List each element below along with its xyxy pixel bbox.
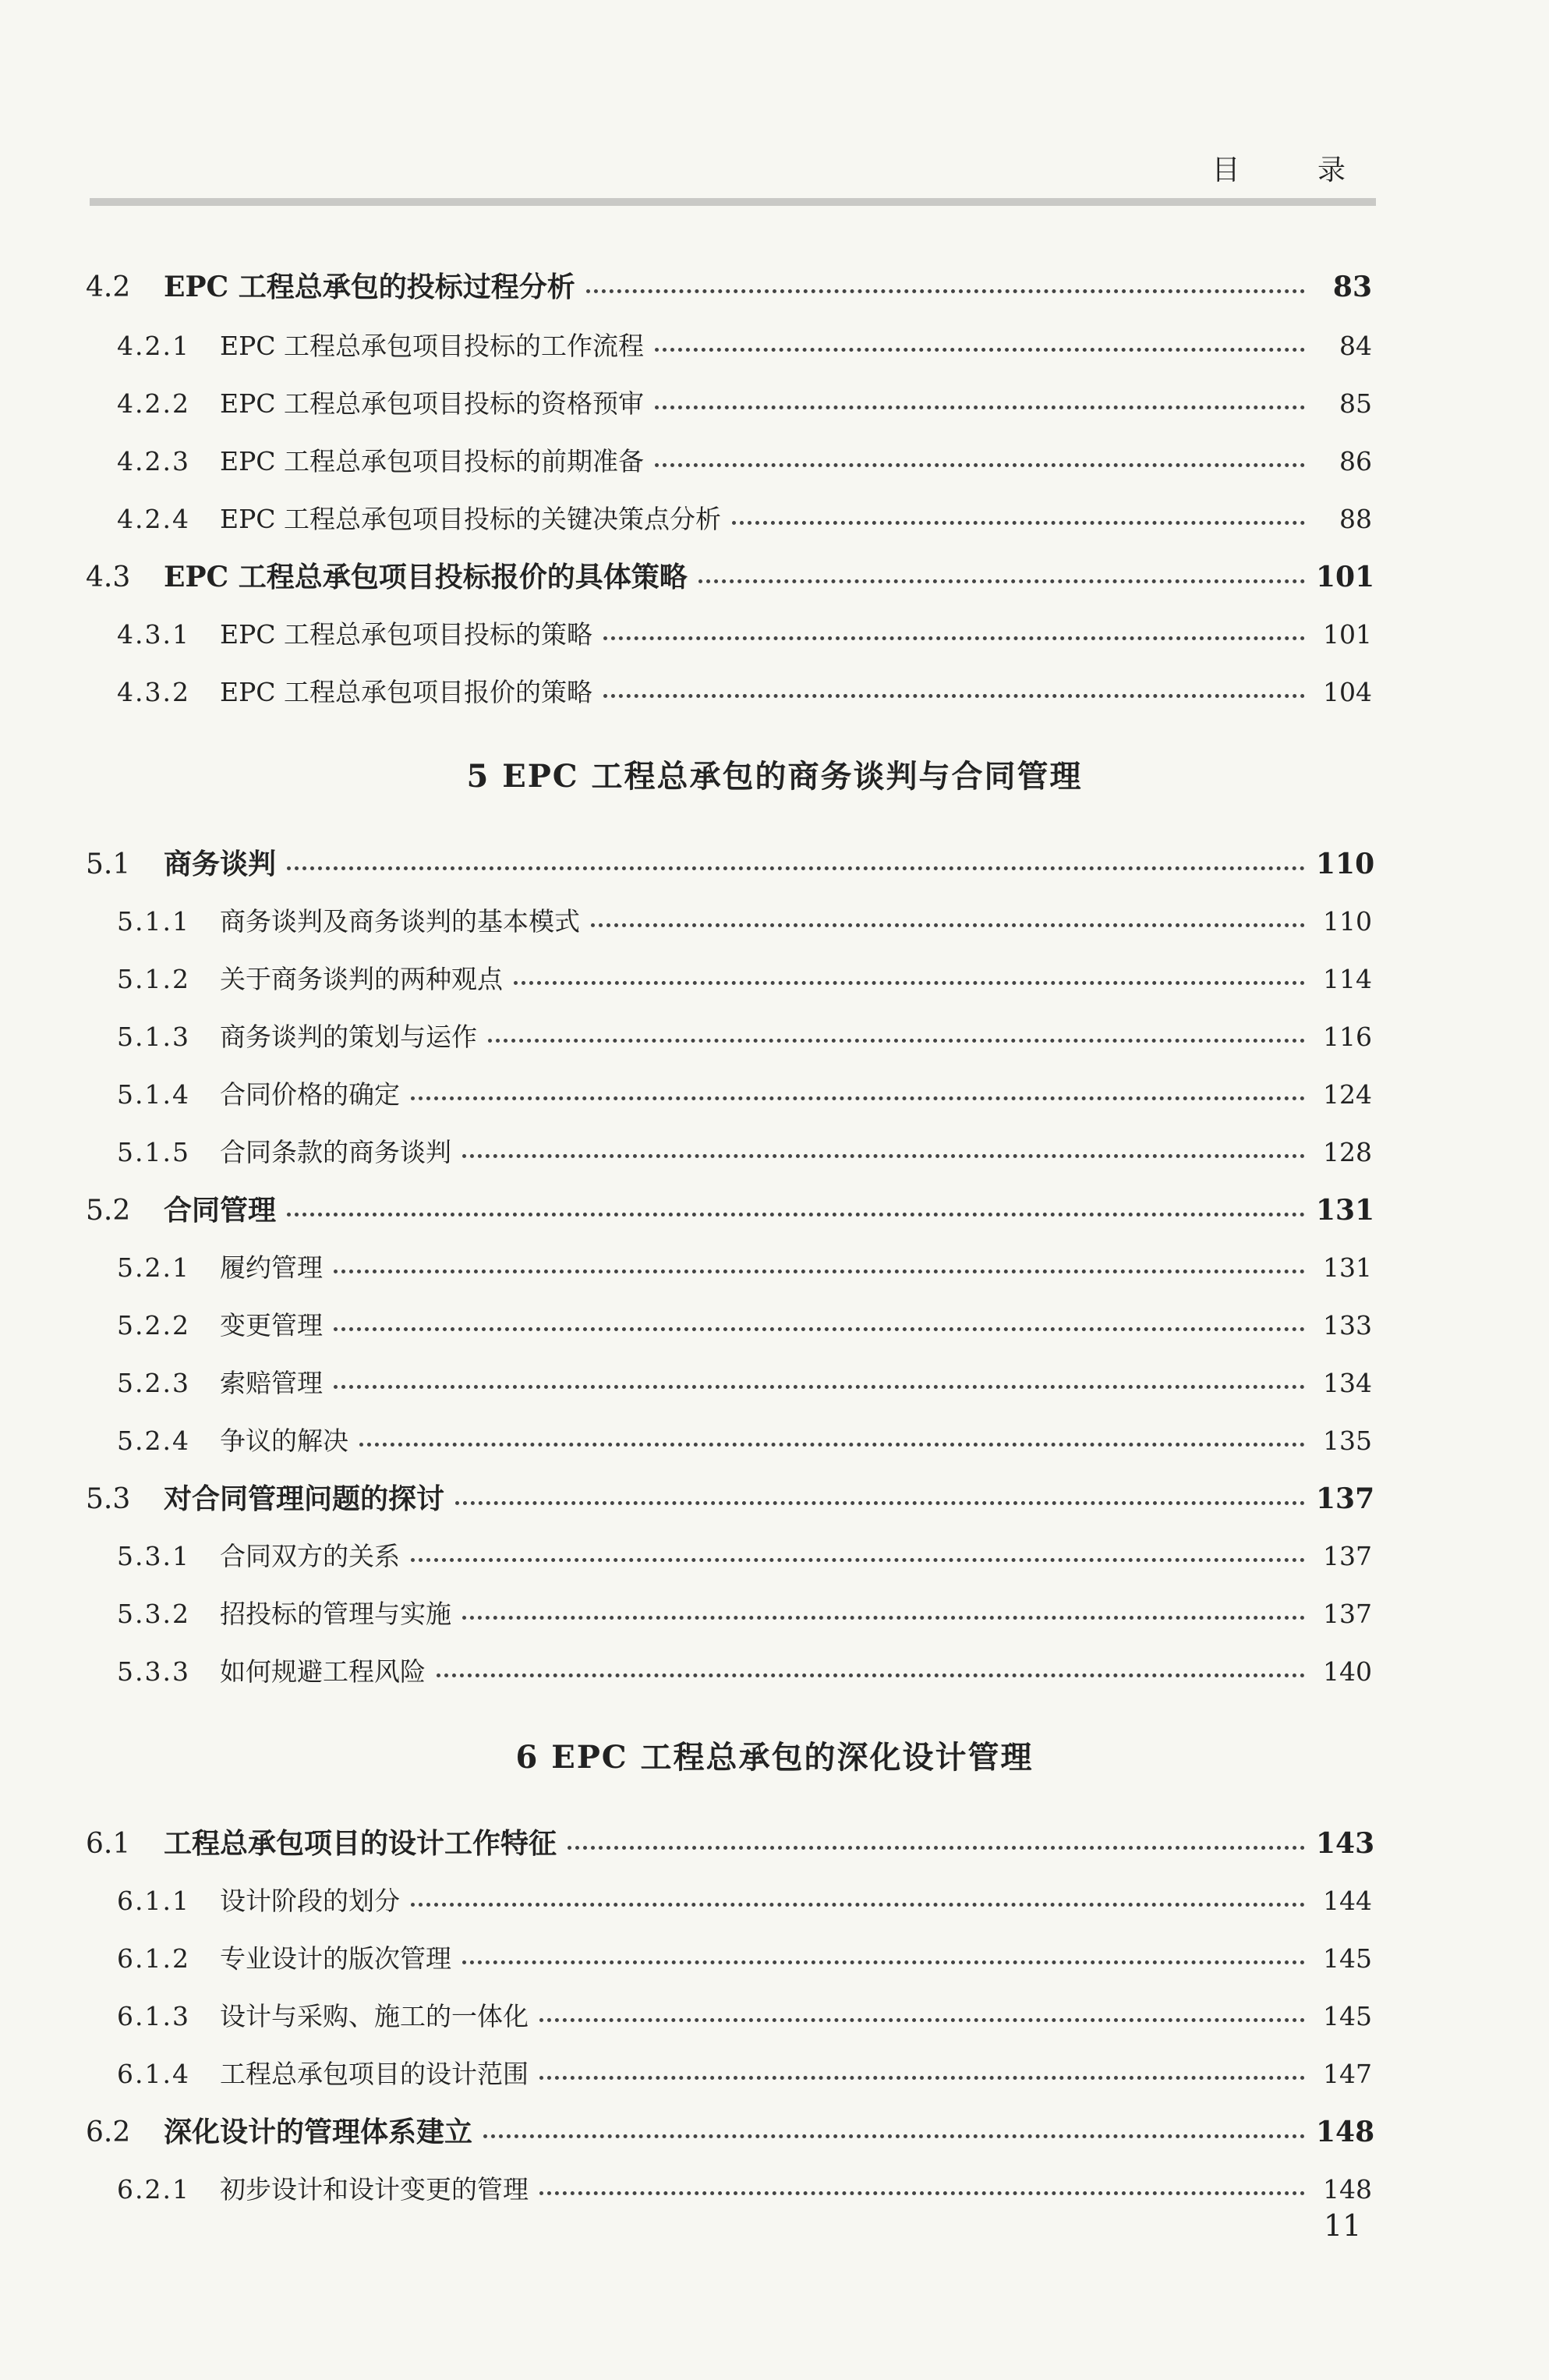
toc-entry-title: 如何规避工程风险 — [220, 1656, 426, 1687]
toc-entry-number: 5.1.1 — [117, 906, 190, 937]
toc-entry-number: 5.3.2 — [117, 1599, 190, 1629]
toc-entry-5-1-3[interactable] — [117, 1017, 1372, 1053]
toc-entry-title: 设计与采购、施工的一体化 — [220, 2001, 529, 2031]
toc-entry-5-2-1[interactable] — [117, 1248, 1372, 1284]
dot-leader — [539, 2070, 1305, 2080]
toc-entry-title: 深化设计的管理体系建立 — [164, 2116, 473, 2148]
toc-entry-number: 5.1.3 — [117, 1022, 190, 1052]
toc-entry-number: 4.2.1 — [117, 331, 190, 361]
toc-entry-4-2-3[interactable] — [117, 441, 1372, 477]
toc-entry-page: 137 — [1323, 1541, 1372, 1571]
toc-entry-page: 116 — [1323, 1022, 1372, 1052]
toc-entry-page: 137 — [1323, 1599, 1372, 1629]
toc-entry-number: 6.1.4 — [117, 2059, 190, 2089]
toc-entry-page: 145 — [1323, 1943, 1372, 1974]
toc-entry-5-1-2[interactable] — [117, 959, 1372, 995]
toc-entry-number: 5.3.3 — [117, 1656, 190, 1687]
dot-leader — [334, 1321, 1305, 1331]
dot-leader — [539, 2012, 1305, 2022]
toc-entry-number: 5.3 — [86, 1483, 131, 1515]
toc-entry-4-2[interactable] — [86, 265, 1372, 301]
dot-leader — [603, 630, 1305, 640]
toc-entry-title: 变更管理 — [220, 1310, 323, 1341]
dot-leader — [411, 1897, 1305, 1907]
toc-entry-title: 履约管理 — [220, 1252, 323, 1283]
toc-entry-title: 设计阶段的划分 — [220, 1886, 400, 1916]
toc-entry-title: 合同双方的关系 — [220, 1541, 400, 1571]
dot-leader — [462, 1148, 1305, 1158]
toc-entry-title: EPC 工程总承包项目投标的资格预审 — [220, 388, 645, 419]
dot-leader — [334, 1379, 1305, 1389]
dot-leader — [732, 515, 1305, 525]
dot-leader — [603, 688, 1305, 698]
dot-leader — [655, 342, 1305, 352]
toc-entry-title: EPC 工程总承包项目投标报价的具体策略 — [164, 561, 688, 593]
toc-entry-number: 4.2.4 — [117, 504, 190, 534]
toc-entry-5-1-5[interactable] — [117, 1132, 1372, 1168]
page-number: 11 — [1324, 2208, 1362, 2243]
toc-entry-title: EPC 工程总承包项目投标的关键决策点分析 — [220, 504, 722, 534]
toc-entry-number: 6.1 — [86, 1828, 131, 1860]
toc-entry-4-3[interactable] — [86, 555, 1375, 593]
dot-leader — [287, 860, 1305, 870]
dot-leader — [488, 1032, 1305, 1043]
toc-entry-5-2-2[interactable] — [117, 1305, 1372, 1341]
toc-entry-title: 合同管理 — [164, 1194, 277, 1227]
toc-entry-number: 6.1.1 — [117, 1886, 190, 1916]
toc-entry-number: 5.1.4 — [117, 1079, 190, 1110]
toc-entry-page: 133 — [1323, 1310, 1372, 1341]
toc-entry-5-1-4[interactable] — [117, 1075, 1372, 1110]
dot-leader — [462, 1610, 1305, 1620]
toc-entry-page: 144 — [1323, 1886, 1372, 1916]
toc-entry-title: 专业设计的版次管理 — [220, 1943, 451, 1974]
toc-entry-5-3-3[interactable] — [117, 1652, 1372, 1688]
dot-leader — [455, 1495, 1305, 1505]
toc-entry-title: 合同条款的商务谈判 — [220, 1137, 451, 1167]
toc-entry-5-3-2[interactable] — [117, 1594, 1372, 1630]
toc-entry-number: 4.2.3 — [117, 446, 190, 476]
toc-entry-title: 合同价格的确定 — [220, 1079, 400, 1110]
toc-entry-number: 4.3.1 — [117, 619, 190, 650]
toc-entry-5-2[interactable] — [86, 1188, 1375, 1227]
toc-entry-number: 4.2 — [86, 271, 131, 303]
toc-entry-6-1-4[interactable] — [117, 2054, 1372, 2090]
toc-entry-page: 140 — [1323, 1656, 1372, 1687]
dot-leader — [514, 975, 1305, 985]
toc-entry-number: 6.1.3 — [117, 2001, 190, 2031]
toc-entry-page: 83 — [1332, 271, 1372, 303]
dot-leader — [462, 1954, 1305, 1964]
toc-entry-title: EPC 工程总承包项目投标的前期准备 — [220, 446, 645, 476]
dot-leader — [359, 1436, 1305, 1447]
toc-entry-number: 5.3.1 — [117, 1541, 190, 1571]
toc-entry-title: 招投标的管理与实施 — [220, 1599, 451, 1629]
toc-entry-page: 124 — [1323, 1079, 1372, 1110]
dot-leader — [586, 283, 1305, 293]
dot-leader — [591, 917, 1305, 927]
toc-entry-page: 85 — [1339, 388, 1372, 419]
toc-entry-5-1-1[interactable] — [117, 901, 1372, 937]
toc-entry-page: 101 — [1323, 619, 1372, 650]
dot-leader — [483, 2128, 1305, 2138]
toc-entry-title: EPC 工程总承包项目投标的工作流程 — [220, 331, 645, 361]
dot-leader — [411, 1552, 1305, 1562]
toc-entry-4-3-2[interactable] — [117, 672, 1372, 708]
chapter-5-heading[interactable]: 5 EPC 工程总承包的商务谈判与合同管理 — [466, 758, 1083, 795]
dot-leader — [655, 457, 1305, 467]
toc-entry-page: 86 — [1339, 446, 1372, 476]
toc-entry-5-3[interactable] — [86, 1477, 1375, 1515]
dot-leader — [334, 1263, 1305, 1273]
toc-entry-number: 5.2.4 — [117, 1426, 190, 1456]
toc-entry-page: 135 — [1323, 1426, 1372, 1456]
toc-entry-number: 5.2.2 — [117, 1310, 190, 1341]
dot-leader — [568, 1840, 1305, 1850]
toc-entry-page: 128 — [1323, 1137, 1372, 1167]
dot-leader — [539, 2185, 1305, 2195]
toc-entry-title: EPC 工程总承包的投标过程分析 — [164, 271, 575, 303]
toc-entry-title: 索赔管理 — [220, 1368, 323, 1398]
toc-entry-page: 137 — [1316, 1482, 1375, 1515]
toc-entry-6-1-1[interactable] — [117, 1881, 1372, 1917]
toc-entry-page: 148 — [1316, 2116, 1375, 2148]
chapter-6-heading[interactable]: 6 EPC 工程总承包的深化设计管理 — [515, 1739, 1034, 1776]
toc-entry-number: 5.1 — [86, 848, 131, 880]
toc-entry-4-2-1[interactable] — [117, 326, 1372, 362]
toc-entry-number: 5.1.5 — [117, 1137, 190, 1167]
toc-entry-page: 147 — [1323, 2059, 1372, 2089]
toc-entry-title: 工程总承包项目的设计范围 — [220, 2059, 529, 2089]
toc-entry-6-1-2[interactable] — [117, 1939, 1372, 1974]
toc-entry-title: 初步设计和设计变更的管理 — [220, 2174, 529, 2205]
toc-entry-title: 商务谈判及商务谈判的基本模式 — [220, 906, 580, 937]
toc-entry-number: 6.1.2 — [117, 1943, 190, 1974]
toc-entry-page: 134 — [1323, 1368, 1372, 1398]
toc-entry-page: 84 — [1339, 331, 1372, 361]
dot-leader — [698, 573, 1305, 583]
toc-entry-title: EPC 工程总承包项目投标的策略 — [220, 619, 593, 650]
toc-entry-number: 4.2.2 — [117, 388, 190, 419]
toc-entry-page: 104 — [1323, 677, 1372, 707]
toc-entry-6-1[interactable] — [86, 1822, 1375, 1860]
toc-entry-number: 5.2.1 — [117, 1252, 190, 1283]
dot-leader — [287, 1206, 1305, 1217]
toc-entry-number: 5.1.2 — [117, 964, 190, 994]
toc-entry-page: 110 — [1323, 906, 1372, 937]
toc-entry-5-2-4[interactable] — [117, 1421, 1372, 1457]
toc-entry-5-1[interactable] — [86, 842, 1375, 880]
toc-entry-page: 114 — [1323, 964, 1372, 994]
toc-entry-page: 110 — [1316, 848, 1375, 880]
toc-entry-6-1-3[interactable] — [117, 1996, 1372, 2032]
toc-entry-title: 商务谈判的策划与运作 — [220, 1022, 477, 1052]
toc-entry-page: 101 — [1316, 561, 1375, 593]
toc-entry-number: 5.2 — [86, 1195, 131, 1227]
toc-entry-title: EPC 工程总承包项目报价的策略 — [220, 677, 593, 707]
toc-entry-number: 5.2.3 — [117, 1368, 190, 1398]
dot-leader — [655, 399, 1305, 409]
dot-leader — [411, 1090, 1305, 1100]
toc-entry-4-2-2[interactable] — [117, 384, 1372, 420]
toc-entry-6-2-1[interactable] — [117, 2169, 1372, 2205]
toc-entry-page: 143 — [1316, 1827, 1375, 1860]
header-title: 目 录 — [1211, 154, 1380, 186]
toc-entry-title: 争议的解决 — [220, 1426, 348, 1456]
toc-entry-4-3-1[interactable] — [117, 614, 1372, 650]
toc-entry-page: 88 — [1339, 504, 1372, 534]
toc-entry-5-2-3[interactable] — [117, 1363, 1372, 1399]
toc-entry-page: 131 — [1323, 1252, 1372, 1283]
toc-entry-title: 商务谈判 — [164, 848, 277, 880]
toc-entry-number: 4.3.2 — [117, 677, 190, 707]
toc-entry-6-2[interactable] — [86, 2110, 1375, 2148]
toc-entry-title: 对合同管理问题的探讨 — [164, 1482, 445, 1515]
toc-entry-number: 6.2 — [86, 2116, 131, 2148]
toc-entry-number: 4.3 — [86, 561, 131, 593]
toc-entry-page: 145 — [1323, 2001, 1372, 2031]
toc-entry-title: 关于商务谈判的两种观点 — [220, 964, 503, 994]
toc-entry-title: 工程总承包项目的设计工作特征 — [164, 1827, 557, 1860]
toc-entry-page: 131 — [1316, 1194, 1375, 1227]
toc-entry-number: 6.2.1 — [117, 2174, 190, 2205]
dot-leader — [437, 1667, 1305, 1677]
toc-entry-4-2-4[interactable] — [117, 499, 1372, 535]
toc-entry-5-3-1[interactable] — [117, 1536, 1372, 1572]
toc-entry-page: 148 — [1323, 2174, 1372, 2205]
